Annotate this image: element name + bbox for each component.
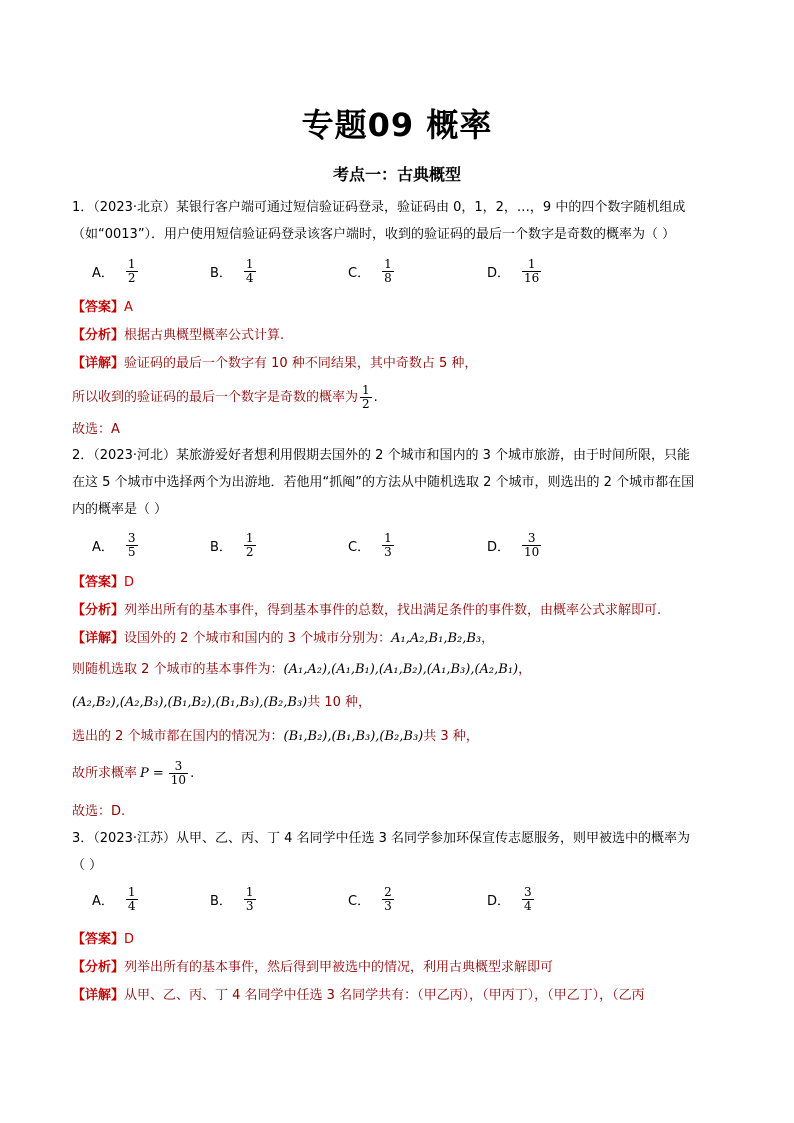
q1-option-c [348, 258, 396, 285]
fraction-numerator: 1 [527, 257, 536, 271]
q3-answer: 【答案】D [72, 932, 135, 947]
q2-option-b: B． $\frac{1}{2}$ [210, 531, 254, 559]
fraction-denominator: 2 [127, 271, 136, 285]
q1-answer: 【答案】A [72, 300, 133, 315]
q1-detail-line2: 所以收到的验证码的最后一个数字是奇数的概率为 $\frac{1}{2}$ . [72, 383, 378, 411]
q3-stem-line1: 3．（2023·江苏）从甲、乙、丙、丁 4 名同学中任选 3 名同学参加环保宣传志愿服务，则甲被选中的概率为 [72, 831, 691, 846]
q3-stem-line2: （ ） [72, 858, 103, 873]
q3-option-d: D． $\frac{3}{4}$ [487, 885, 532, 913]
q2-stem-line2: 在这 5 个城市中选择两个为出游地．若他用“抓阄”的方法从中随机选取 2 个城市，则选出的 2 个城市都在国 [72, 475, 695, 490]
q1-stem-line1: 1．（2023·北京）某银行客户端可通过短信验证码登录，验证码由 0，1，2，…，9 中的四个数字随机组成 [72, 200, 686, 215]
page-title: 专题09 概率 [301, 106, 493, 144]
q2-detail-line2: 则随机选取 2 个城市的基本事件为：(A₁,A₂),(A₁,B₁),(A₁,B₂),(A₁,B₃),(A₂,B₁)， [72, 662, 532, 677]
q2-option-d: D． $\frac{3}{10}$ [487, 531, 540, 559]
q1-detail: 【详解】验证码的最后一个数字有 10 种不同结果，其中奇数占 5 种， [72, 356, 478, 371]
q1-choose: 故选：A [72, 422, 120, 437]
q2-detail: 【详解】设国外的 2 个城市和国内的 3 个城市分别为：A₁,A₂,B₁,B₂,B₃， [72, 631, 495, 646]
q1-option-b [210, 258, 258, 285]
q3-option-c: C． $\frac{2}{3}$ [348, 885, 392, 913]
q2-analysis: 【分析】列举出所有的基本事件，得到基本事件的总数，找出满足条件的事件数，由概率公式求解即可. [72, 603, 662, 618]
fraction-numerator: 1 [384, 257, 392, 271]
q2-stem-line1: 2．（2023·河北）某旅游爱好者想利用假期去国外的 2 个城市和国内的 3 个城市旅游，由于时间所限，只能 [72, 448, 691, 463]
q3-analysis: 【分析】列举出所有的基本事件，然后得到甲被选中的情况，利用古典概型求解即可 [72, 960, 554, 975]
fraction-numerator: 1 [245, 257, 254, 271]
q1-stem-line2: （如“0013”）．用户使用短信验证码登录该客户端时，收到的验证码的最后一个数字是奇数的概率为（ ） [72, 227, 676, 242]
fraction-denominator: 4 [245, 271, 254, 285]
q2-detail-line5: 故所求概率 P = $\frac{3}{10}$ . [72, 759, 195, 787]
option-label: B． [210, 266, 232, 281]
fraction-numerator: 1 [127, 257, 136, 271]
q2-detail-line4: 选出的 2 个城市都在国内的情况为：(B₁,B₂),(B₁,B₃),(B₂,B₃)共 3 种， [72, 729, 479, 744]
q2-option-a: A． $\frac{3}{5}$ [92, 531, 136, 559]
fraction-denominator: 8 [384, 271, 392, 285]
q1-option-a [92, 258, 140, 285]
section-heading: 考点一：古典概型 [332, 165, 461, 184]
q3-option-b: B． $\frac{1}{3}$ [210, 885, 254, 913]
fraction-denominator: 16 [524, 271, 540, 285]
q1-analysis: 【分析】根据古典概型概率公式计算. [72, 328, 285, 343]
fraction-denominator: 2 [362, 397, 370, 411]
option-label: C． [348, 266, 371, 281]
option-label: A． [92, 266, 114, 281]
q2-choose: 故选：D. [72, 804, 126, 819]
q2-stem-line3: 内的概率是（ ） [72, 502, 168, 517]
q3-option-a: A． $\frac{1}{4}$ [92, 885, 136, 913]
q2-answer: 【答案】D [72, 575, 135, 590]
option-label: D． [487, 266, 511, 281]
fraction-numerator: 1 [362, 383, 370, 397]
q1-option-d [487, 258, 543, 285]
q2-option-c: C． $\frac{1}{3}$ [348, 531, 392, 559]
q2-detail-line3: (A₂,B₂),(A₂,B₃),(B₁,B₂),(B₁,B₃),(B₂,B₃)共 10 种， [72, 695, 372, 710]
q3-detail: 【详解】从甲、乙、丙、丁 4 名同学中任选 3 名同学共有：（甲乙丙），（甲丙丁），（甲乙丁），（乙丙 [72, 988, 645, 1003]
